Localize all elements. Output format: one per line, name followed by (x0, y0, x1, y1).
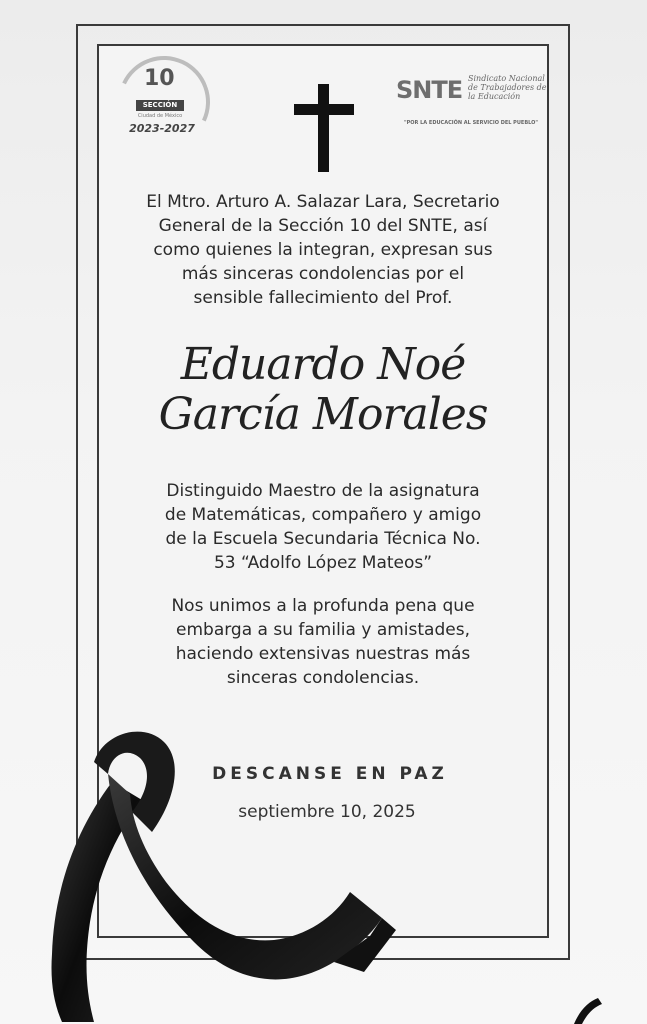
intro-line: sensible fallecimiento del Prof. (193, 288, 453, 308)
date-text: septiembre 10, 2025 (238, 802, 416, 822)
mourning-ribbon-icon (34, 722, 396, 1024)
intro-line: como quienes la integran, expresan sus (153, 240, 493, 260)
latin-cross-icon (294, 84, 354, 172)
snte-mark: SNTE (396, 76, 463, 104)
logo-city: Ciudad de México (137, 113, 183, 119)
closing-line: haciendo extensivas nuestras más (175, 644, 471, 664)
intro-line: más sinceras condolencias por el (181, 264, 465, 284)
intro-line: El Mtro. Arturo A. Salazar Lara, Secretario (146, 192, 500, 212)
ribbon-tail-fragment (562, 998, 602, 1024)
logo-number: 10 (144, 66, 175, 91)
snte-full-name: Sindicato Nacional de Trabajadores de la Educación (468, 74, 547, 101)
seccion-10-logo (108, 56, 212, 142)
deceased-name (97, 340, 549, 440)
intro-line: General de la Sección 10 del SNTE, así (158, 216, 488, 236)
description-line: 53 “Adolfo López Mateos” (213, 553, 433, 573)
deceased-name-line: Eduardo Noé (180, 339, 466, 390)
description-paragraph (97, 479, 549, 575)
logo-years: 2023-2027 (129, 122, 195, 135)
rest-in-peace-heading: DESCANSE EN PAZ (212, 764, 448, 784)
deceased-name-line: García Morales (158, 389, 488, 440)
closing-line: sinceras condolencias. (226, 668, 420, 688)
snte-logo (392, 72, 552, 132)
closing-paragraph (97, 594, 549, 690)
logo-section-label: SECCIÓN (136, 100, 184, 111)
closing-line: Nos unimos a la profunda pena que (171, 596, 475, 616)
closing-line: embarga a su familia y amistades, (176, 620, 470, 640)
snte-motto: "POR LA EDUCACIÓN AL SERVICIO DEL PUEBLO" (404, 120, 538, 126)
description-line: Distinguido Maestro de la asignatura (166, 481, 480, 501)
description-line: de la Escuela Secundaria Técnica No. (165, 529, 481, 549)
description-line: de Matemáticas, compañero y amigo (164, 505, 482, 525)
intro-paragraph (97, 190, 549, 310)
